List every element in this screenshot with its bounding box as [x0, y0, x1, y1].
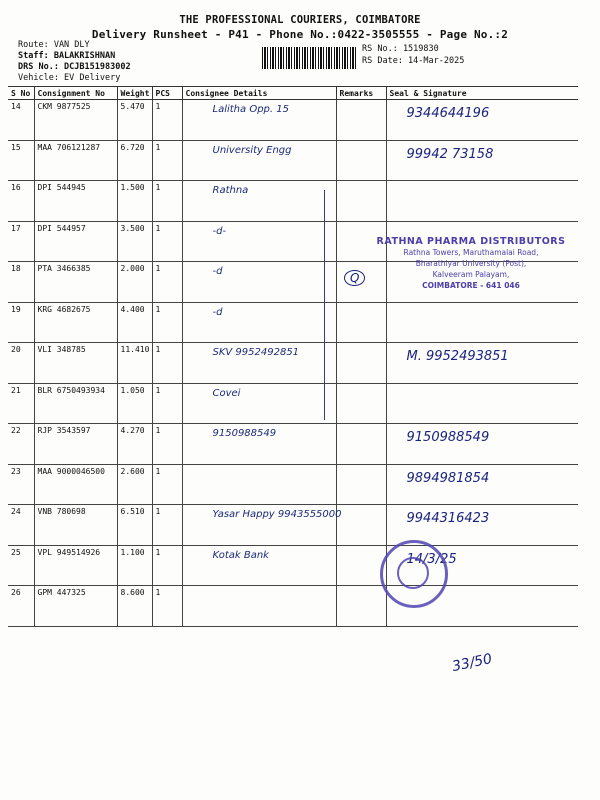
handwritten-consignee: SKV 9952492851: [212, 347, 300, 358]
handwritten-signature: 9150988549: [406, 430, 490, 445]
cell-pcs: 1: [152, 343, 182, 384]
stamp-line3: Kalveeram Palayam,: [432, 270, 510, 279]
cell-remarks: [336, 424, 386, 465]
table-row: [8, 181, 578, 222]
cell-weight: 11.410: [117, 343, 152, 384]
cell-consignee: [182, 100, 336, 141]
cell-weight: 5.470: [117, 100, 152, 141]
table-row: [8, 545, 578, 586]
stamp-line4: COIMBATORE - 641 046: [422, 281, 520, 290]
handwritten-consignee: -d: [212, 266, 223, 277]
cell-sno: 18: [8, 262, 34, 303]
cell-consignment: MAA 9000046500: [34, 464, 117, 505]
cell-remarks: [336, 100, 386, 141]
cell-seal: [386, 464, 578, 505]
handwritten-consignee: 9150988549: [212, 428, 277, 439]
cell-sno: 25: [8, 545, 34, 586]
table-row: [8, 343, 578, 384]
handwritten-signature: 14/3/25: [406, 551, 457, 567]
rs-date: RS Date: 14-Mar-2025: [362, 56, 465, 66]
cell-pcs: 1: [152, 464, 182, 505]
cell-consignment: VNB 780698: [34, 505, 117, 546]
remark-mark: Q: [344, 270, 365, 286]
cell-consignee: [182, 586, 336, 627]
cell-seal: [386, 302, 578, 343]
stamp-name: RATHNA PHARMA DISTRIBUTORS: [376, 236, 566, 247]
cell-consignment: BLR 6750493934: [34, 383, 117, 424]
cell-consignee: [182, 262, 336, 303]
cell-pcs: 1: [152, 424, 182, 465]
runsheet-title: Delivery Runsheet - P41 - Phone No.:0422-3505555 - Page No.:2: [91, 28, 509, 41]
cell-sno: 14: [8, 100, 34, 141]
cell-pcs: 1: [152, 505, 182, 546]
cell-consignment: RJP 3543597: [34, 424, 117, 465]
cell-consignment: VPL 949514926: [34, 545, 117, 586]
table-row: [8, 424, 578, 465]
cell-weight: 2.600: [117, 464, 152, 505]
handwritten-consignee: Covei: [212, 387, 241, 399]
table-row: [8, 302, 578, 343]
cell-pcs: 1: [152, 140, 182, 181]
col-sno: S No: [8, 87, 34, 100]
cell-weight: 4.270: [117, 424, 152, 465]
cell-weight: 8.600: [117, 586, 152, 627]
cell-remarks: [336, 505, 386, 546]
cell-remarks: [336, 181, 386, 222]
cell-consignment: VLI 348785: [34, 343, 117, 384]
handwritten-consignee: Kotak Bank: [212, 549, 269, 561]
pen-stroke: [324, 190, 325, 420]
handwritten-signature: 99942 73158: [406, 146, 494, 162]
table-row: [8, 586, 578, 627]
cell-consignment: KRG 4682675: [34, 302, 117, 343]
cell-pcs: 1: [152, 262, 182, 303]
stamp-line1: Rathna Towers, Maruthamalai Road,: [403, 248, 539, 257]
cell-weight: 6.720: [117, 140, 152, 181]
cell-weight: 1.100: [117, 545, 152, 586]
cell-consignee: [182, 343, 336, 384]
cell-consignment: DPI 544957: [34, 221, 117, 262]
table-row: [8, 464, 578, 505]
cell-consignee: [182, 221, 336, 262]
handwritten-consignee: -d-: [212, 225, 227, 237]
handwritten-signature: 9894981854: [406, 470, 490, 486]
handwritten-signature: M. 9952493851: [406, 349, 509, 364]
cell-seal: [386, 100, 578, 141]
cell-weight: 6.510: [117, 505, 152, 546]
cell-weight: 4.400: [117, 302, 152, 343]
col-weight: Weight: [117, 87, 152, 100]
cell-consignee: [182, 424, 336, 465]
cell-remarks: [336, 343, 386, 384]
col-seal: Seal & Signature: [386, 87, 578, 100]
cell-consignee: [182, 181, 336, 222]
cell-consignee: [182, 505, 342, 546]
cell-weight: 1.500: [117, 181, 152, 222]
vehicle-label: Vehicle: EV Delivery: [18, 73, 121, 83]
cell-pcs: 1: [152, 383, 182, 424]
cell-weight: 2.000: [117, 262, 152, 303]
drs-label: DRS No.: DCJB151983002: [18, 62, 131, 72]
cell-pcs: 1: [152, 302, 182, 343]
cell-seal: [386, 383, 578, 424]
cell-sno: 15: [8, 140, 34, 181]
cell-sno: 19: [8, 302, 34, 343]
cell-remarks: [336, 302, 386, 343]
cell-pcs: 1: [152, 100, 182, 141]
stamp-line2: Bharathiyar University (Post),: [415, 259, 527, 268]
cell-remarks: [336, 464, 386, 505]
cell-remarks: [336, 586, 386, 627]
col-remarks: Remarks: [336, 87, 386, 100]
handwritten-consignee: Rathna: [212, 185, 249, 196]
table-row: [8, 140, 578, 181]
handwritten-signature: 9344644196: [406, 106, 490, 121]
handwritten-consignee: University Engg: [212, 144, 292, 156]
cell-weight: 1.050: [117, 383, 152, 424]
handwritten-consignee: -d: [212, 306, 223, 318]
cell-sno: 22: [8, 424, 34, 465]
rs-number: RS No.: 1519830: [362, 44, 439, 54]
cell-consignment: PTA 3466385: [34, 262, 117, 303]
cell-sno: 20: [8, 343, 34, 384]
staff-label: Staff: BALAKRISHNAN: [18, 51, 116, 61]
cell-weight: 3.500: [117, 221, 152, 262]
col-pcs: PCS: [152, 87, 182, 100]
cell-sno: 21: [8, 383, 34, 424]
cell-consignment: DPI 544945: [34, 181, 117, 222]
cell-pcs: 1: [152, 545, 182, 586]
company-title: THE PROFESSIONAL COURIERS, COIMBATORE: [179, 14, 421, 26]
cell-remarks: [336, 545, 386, 586]
cell-remarks: [336, 383, 386, 424]
cell-seal: [386, 181, 578, 222]
col-consignment: Consignment No: [34, 87, 117, 100]
handwritten-signature: 9944316423: [406, 511, 490, 526]
cell-consignee: [182, 545, 336, 586]
table-row: [8, 383, 578, 424]
cell-pcs: 1: [152, 181, 182, 222]
cell-remarks: [336, 140, 386, 181]
cell-pcs: 1: [152, 586, 182, 627]
cell-pcs: 1: [152, 221, 182, 262]
cell-sno: 24: [8, 505, 34, 546]
cell-sno: 16: [8, 181, 34, 222]
runsheet-table: [8, 86, 578, 627]
cell-seal: [386, 424, 578, 465]
cell-sno: 23: [8, 464, 34, 505]
barcode: [262, 47, 356, 69]
page-note: 33/50: [450, 650, 494, 676]
cell-seal: [386, 505, 578, 546]
bank-round-stamp: [380, 540, 448, 608]
pharma-stamp: [376, 236, 566, 291]
cell-consignee: [182, 140, 336, 181]
col-consignee: Consignee Details: [182, 87, 336, 100]
table-row: [8, 100, 578, 141]
table-row: [8, 505, 578, 546]
cell-seal: [386, 343, 578, 384]
handwritten-consignee: Lalitha Opp. 15: [212, 104, 289, 115]
cell-consignee: [182, 464, 336, 505]
handwritten-consignee: Yasar Happy 9943555000: [212, 509, 342, 520]
cell-consignee: [182, 383, 336, 424]
cell-consignee: [182, 302, 336, 343]
cell-consignment: CKM 9877525: [34, 100, 117, 141]
cell-seal: [386, 140, 578, 181]
route-label: Route: VAN DLY: [18, 40, 90, 50]
cell-sno: 17: [8, 221, 34, 262]
table-header: [8, 87, 578, 100]
cell-sno: 26: [8, 586, 34, 627]
cell-consignment: GPM 447325: [34, 586, 117, 627]
cell-consignment: MAA 706121287: [34, 140, 117, 181]
